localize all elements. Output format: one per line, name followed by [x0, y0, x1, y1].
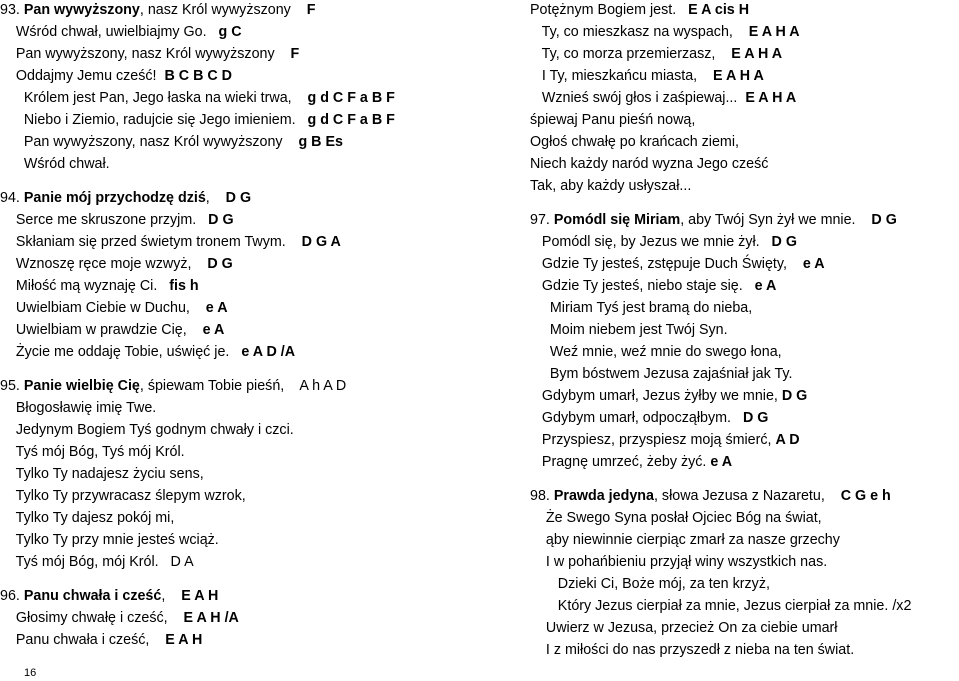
- lyric-text: Wśród chwał, uwielbiajmy Go.: [0, 24, 219, 40]
- lyric-text: Tylko Ty dajesz pokój mi,: [0, 510, 175, 526]
- right-line: [530, 276, 776, 297]
- left-line: [0, 154, 110, 175]
- lyric-text: Tylko Ty przywracasz ślepym wzrok,: [0, 488, 246, 504]
- lyric-text: Wznoszę ręce moje wzwyż,: [0, 256, 208, 272]
- chord-text: g C: [218, 24, 242, 40]
- left-line: [0, 552, 194, 573]
- right-line: [530, 154, 768, 175]
- song-title: Prawda jedyna: [553, 488, 654, 504]
- lyric-text: Pomódl się, by Jezus we mnie żył.: [530, 234, 772, 250]
- right-line: [530, 640, 854, 661]
- chord-text: D G: [208, 212, 234, 228]
- lyric-text: Błogosławię imię Twe.: [0, 400, 157, 416]
- left-line: [0, 298, 228, 319]
- lyric-text: Moim niebem jest Twój Syn.: [530, 322, 728, 338]
- right-line: [530, 232, 797, 253]
- chord-text: F: [306, 2, 316, 18]
- lyric-text: Niebo i Ziemio, radujcie się Jego imieniem.: [0, 112, 308, 128]
- lyric-text: Uwierz w Jezusa, przecież On za ciebie umarł: [530, 620, 838, 636]
- chord-text: e A: [754, 278, 777, 294]
- right-line: [530, 364, 792, 385]
- lyric-text: Tylko Ty przy mnie jesteś wciąż.: [0, 532, 219, 548]
- chord-text: E A cis H: [688, 2, 750, 18]
- chord-text: e A: [205, 300, 228, 316]
- left-line: [0, 188, 251, 209]
- lyric-text: Gdybym umarł, Jezus żyłby we mnie,: [530, 388, 782, 404]
- right-line: [530, 0, 749, 21]
- lyric-text: 98.: [530, 488, 554, 504]
- lyric-text: Życie me oddaję Tobie, uświęć je.: [0, 344, 242, 360]
- chord-text: g d C F a B F: [307, 90, 395, 106]
- lyric-text: , śpiewam Tobie pieśń, A h A D: [139, 378, 347, 394]
- lyric-text: Miriam Tyś jest bramą do nieba,: [530, 300, 753, 316]
- lyric-text: Miłość mą wyznaję Ci.: [0, 278, 170, 294]
- lyric-text: Gdzie Ty jesteś, zstępuje Duch Święty,: [530, 256, 803, 272]
- song-title: Panie wielbię Cię: [23, 378, 140, 394]
- left-line: [0, 320, 224, 341]
- chord-text: D G A: [301, 234, 341, 250]
- right-line: [530, 508, 822, 529]
- right-line: [530, 552, 827, 573]
- lyric-text: Wśród chwał.: [0, 156, 110, 172]
- lyric-text: Tak, aby każdy usłyszał...: [530, 178, 692, 194]
- lyric-text: Serce me skruszone przyjm.: [0, 212, 209, 228]
- lyric-text: Tylko Ty nadajesz życiu sens,: [0, 466, 204, 482]
- left-line: [0, 486, 246, 507]
- lyric-text: śpiewaj Panu pieśń nową,: [530, 112, 696, 128]
- right-line: [530, 386, 807, 407]
- lyric-text: Królem jest Pan, Jego łaska na wieki trwa,: [0, 90, 308, 106]
- lyric-text: Uwielbiam Ciebie w Duchu,: [0, 300, 206, 316]
- chord-text: E A H A: [748, 24, 800, 40]
- chord-text: g d C F a B F: [307, 112, 395, 128]
- lyric-text: Przyspiesz, przyspiesz moją śmierć,: [530, 432, 776, 448]
- lyric-text: Tyś mój Bóg, Tyś mój Król.: [0, 444, 185, 460]
- left-line: [0, 376, 346, 397]
- chord-text: E A H /A: [183, 610, 239, 626]
- lyric-text: Ty, co morza przemierzasz,: [530, 46, 732, 62]
- chord-text: D G: [225, 190, 252, 206]
- chord-text: e A: [202, 322, 225, 338]
- left-line: [0, 608, 239, 629]
- right-line: [530, 132, 739, 153]
- lyric-text: ,: [205, 190, 226, 206]
- lyric-text: Weź mnie, weź mnie do swego łona,: [530, 344, 782, 360]
- lyric-text: ,: [161, 588, 182, 604]
- lyric-text: Który Jezus cierpiał za mnie, Jezus cierpiał za mnie. /x2: [530, 598, 912, 614]
- chord-text: B C B C D: [164, 68, 232, 84]
- lyric-text: 95.: [0, 378, 24, 394]
- left-line: [0, 420, 294, 441]
- lyric-text: I z miłości do nas przyszedł z nieba na ten świat.: [530, 642, 855, 658]
- song-title: Panie mój przychodzę dziś: [23, 190, 206, 206]
- left-line: [0, 464, 204, 485]
- left-line: [0, 276, 199, 297]
- lyric-text: Bym bóstwem Jezusa zajaśniał jak Ty.: [530, 366, 793, 382]
- song-title: Pomódl się Miriam: [553, 212, 681, 228]
- chord-text: fis h: [169, 278, 199, 294]
- lyric-text: Panu chwała i cześć,: [0, 632, 166, 648]
- right-line: [530, 530, 840, 551]
- left-line: [0, 0, 315, 21]
- right-line: [530, 574, 770, 595]
- lyric-text: I w pohańbieniu przyjął winy wszystkich nas.: [530, 554, 828, 570]
- lyric-text: Ty, co mieszkasz na wyspach,: [530, 24, 749, 40]
- right-line: [530, 320, 728, 341]
- right-line: [530, 408, 768, 429]
- chord-text: D G: [871, 212, 897, 228]
- chord-text: E A H A: [713, 68, 764, 84]
- left-line: [0, 586, 218, 607]
- lyric-text: Pragnę umrzeć, żeby żyć.: [530, 454, 711, 470]
- right-line: [530, 110, 695, 131]
- lyric-text: Uwielbiam w prawdzie Cię,: [0, 322, 203, 338]
- chord-text: A D: [775, 432, 800, 448]
- chord-text: e A: [710, 454, 733, 470]
- page-number: 16: [24, 667, 37, 679]
- lyric-text: ąby niewinnie cierpiąc zmarł za nasze grzechy: [530, 532, 840, 548]
- lyric-text: Jedynym Bogiem Tyś godnym chwały i czci.: [0, 422, 294, 438]
- left-line: [0, 132, 343, 153]
- lyric-text: Oddajmy Jemu cześć!: [0, 68, 165, 84]
- right-line: [530, 210, 897, 231]
- right-line: [530, 596, 911, 617]
- lyric-text: Niech każdy naród wyzna Jego cześć: [530, 156, 769, 172]
- right-line: [530, 254, 825, 275]
- left-line: [0, 630, 202, 651]
- right-line: [530, 88, 796, 109]
- right-line: [530, 66, 764, 87]
- right-line: [530, 342, 782, 363]
- left-line: [0, 22, 242, 43]
- right-line: [530, 22, 800, 43]
- lyric-text: I Ty, mieszkańcu miasta,: [530, 68, 714, 84]
- chord-text: E A H A: [745, 90, 797, 106]
- left-line: [0, 88, 395, 109]
- lyric-text: Pan wywyższony, nasz Król wywyższony: [0, 46, 291, 62]
- lyric-text: Tyś mój Bóg, mój Król. D A: [0, 554, 194, 570]
- lyric-text: Gdybym umarł, odpocząłbym.: [530, 410, 743, 426]
- left-line: [0, 442, 185, 463]
- lyric-text: , aby Twój Syn żył we mnie.: [680, 212, 872, 228]
- right-line: [530, 452, 732, 473]
- chord-text: D G: [207, 256, 233, 272]
- left-line: [0, 508, 174, 529]
- left-line: [0, 254, 233, 275]
- lyric-text: Ogłoś chwałę po krańcach ziemi,: [530, 134, 739, 150]
- lyric-text: Głosimy chwałę i cześć,: [0, 610, 184, 626]
- chord-text: D G: [742, 410, 769, 426]
- chord-text: F: [290, 46, 300, 62]
- chord-text: D G: [771, 234, 797, 250]
- chord-text: C G e h: [840, 488, 891, 504]
- chord-text: D G: [781, 388, 808, 404]
- chord-text: E A H A: [731, 46, 783, 62]
- left-line: [0, 232, 341, 253]
- right-line: [530, 298, 752, 319]
- chord-text: E A H: [181, 588, 219, 604]
- left-line: [0, 44, 299, 65]
- lyric-text: Pan wywyższony, nasz Król wywyższony: [0, 134, 299, 150]
- left-line: [0, 398, 156, 419]
- lyric-text: , słowa Jezusa z Nazaretu,: [653, 488, 841, 504]
- left-line: [0, 342, 295, 363]
- lyric-text: Że Swego Syna posłał Ojciec Bóg na świat,: [530, 510, 822, 526]
- right-line: [530, 44, 782, 65]
- lyric-text: 94.: [0, 190, 24, 206]
- left-line: [0, 210, 234, 231]
- lyric-text: 93.: [0, 2, 24, 18]
- lyric-text: Wznieś swój głos i zaśpiewaj...: [530, 90, 746, 106]
- right-line: [530, 486, 891, 507]
- left-line: [0, 530, 219, 551]
- right-line: [530, 430, 800, 451]
- right-line: [530, 176, 691, 197]
- lyric-text: 96.: [0, 588, 24, 604]
- lyric-text: Dzieki Ci, Boże mój, za ten krzyż,: [530, 576, 770, 592]
- chord-text: E A H: [165, 632, 203, 648]
- left-line: [0, 66, 232, 87]
- lyric-text: 97.: [530, 212, 554, 228]
- lyric-text: , nasz Król wywyższony: [139, 2, 307, 18]
- chord-text: e A D /A: [241, 344, 296, 360]
- song-title: Pan wywyższony: [23, 2, 140, 18]
- right-line: [530, 618, 838, 639]
- chord-text: g B Es: [298, 134, 343, 150]
- lyric-text: Gdzie Ty jesteś, niebo staje się.: [530, 278, 755, 294]
- song-title: Panu chwała i cześć: [23, 588, 162, 604]
- lyric-text: Potężnym Bogiem jest.: [530, 2, 689, 18]
- lyric-text: Skłaniam się przed świetym tronem Twym.: [0, 234, 302, 250]
- left-line: [0, 110, 395, 131]
- chord-text: e A: [802, 256, 825, 272]
